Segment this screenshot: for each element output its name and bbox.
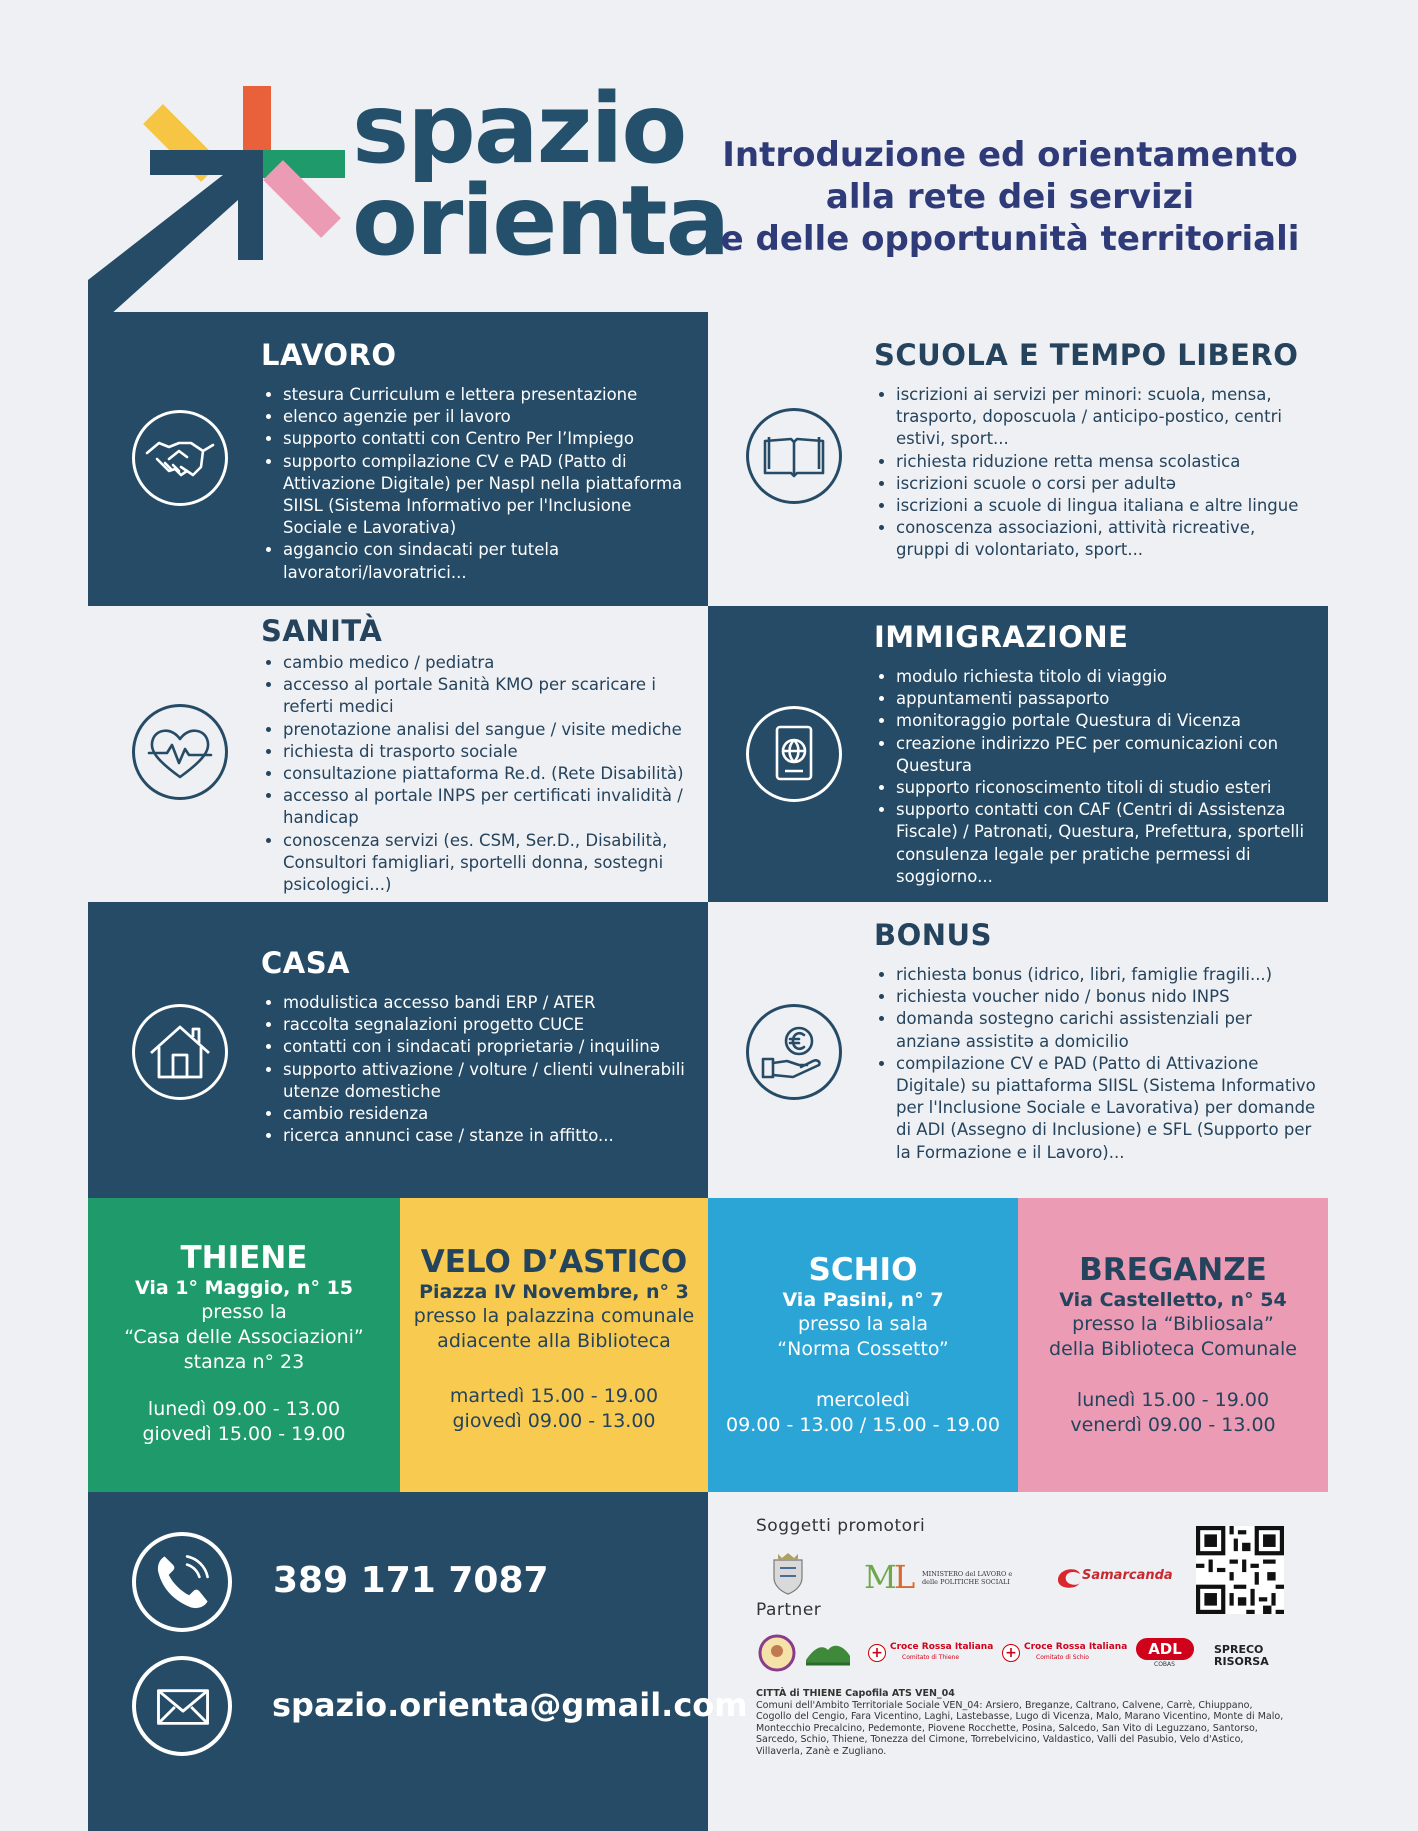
section-immigrazione: [708, 606, 1328, 902]
phone-number[interactable]: 389 171 7087: [273, 1560, 549, 1601]
promoters-label: Soggetti promotori: [756, 1516, 926, 1536]
fine-print: [756, 1688, 1286, 1757]
list-item: • accesso al portale Sanità KMO per scaricare i referti medici: [283, 674, 693, 718]
casa-list: [261, 992, 691, 1147]
mail-icon: [132, 1656, 232, 1756]
book-icon: [746, 408, 842, 504]
location-street: Via Castelletto, n° 54: [1059, 1289, 1287, 1311]
section-scuola: [708, 312, 1328, 606]
list-item: • aggancio con sindacati per tutela lavoratori/lavoratrici...: [283, 539, 691, 583]
list-item: • cambio residenza: [283, 1103, 691, 1125]
location-breganze: [1018, 1198, 1328, 1492]
location-desc: presso la “Bibliosala”: [1072, 1313, 1274, 1335]
fine-print-body: Comuni dell'Ambito Territoriale Sociale VEN_04: Arsiero, Breganze, Caltrano, Calvene, Carrè, Chiuppano, Cogollo del Cengio, Fara Vicentino, Laghi, Lastebasse, Lugo di Vicenza, Malo, Marano Vicentino, Monte di Malo, Montecchio Precalcino, Pedemonte, Piovene Rocchette, Posina, Salcedo, San Vito di Leguzzano, Santorso, Sarcedo, Schio, Thiene, Tonezza del Cimone, Torrebelvicino, Valdastico, Valli del Pasubio, Velo d'Astico, Villaverla, Zanè e Zugliano.: [756, 1699, 1284, 1757]
location-desc: della Biblioteca Comunale: [1049, 1338, 1297, 1360]
list-item: • consultazione piattaforma Re.d. (Rete Disabilità): [283, 763, 693, 785]
list-item: • monitoraggio portale Questura di Vicenza: [896, 710, 1314, 732]
logo: [88, 73, 729, 315]
partner-spreco-risorsa: SPRECO RISORSA: [1214, 1643, 1269, 1668]
passport-icon: [746, 706, 842, 802]
list-item: • supporto contatti con Centro Per l’Impiego: [283, 428, 691, 450]
location-street: Piazza IV Novembre, n° 3: [419, 1281, 689, 1303]
adl-text: ADL: [1136, 1638, 1194, 1660]
list-item: • supporto riconoscimento titoli di studio esteri: [896, 777, 1314, 799]
subtitle-line-1: Introduzione ed orientamento: [722, 135, 1298, 175]
partner-label: Partner: [756, 1600, 822, 1620]
lavoro-list: [261, 384, 691, 584]
ministero-text: MINISTERO del LAVORO e delle POLITICHE SOCIALI: [922, 1570, 1013, 1586]
subtitle-line-3: e delle opportunità territoriali: [720, 219, 1300, 259]
logo-word-orienta: orienta: [352, 165, 729, 277]
email-address[interactable]: spazio.orienta@gmail.com: [272, 1686, 748, 1724]
red-cross-icon: +: [868, 1644, 886, 1662]
location-desc: presso la palazzina comunale: [413, 1305, 695, 1327]
location-desc: presso la: [201, 1301, 287, 1323]
section-bonus: [708, 902, 1328, 1198]
logo-word-spazio: spazio: [352, 73, 686, 185]
list-item: • cambio medico / pediatra: [283, 652, 693, 674]
list-item: • modulo richiesta titolo di viaggio: [896, 666, 1314, 688]
subtitle-line-2: alla rete dei servizi: [825, 177, 1195, 217]
list-item: • prenotazione analisi del sangue / visite mediche: [283, 719, 693, 741]
list-item: • creazione indirizzo PEC per comunicazioni con Questura: [896, 733, 1314, 777]
list-item: • richiesta di trasporto sociale: [283, 741, 693, 763]
immigrazione-list: [874, 666, 1314, 888]
lavoro-title: LAVORO: [261, 338, 397, 372]
list-item: • elenco agenzie per il lavoro: [283, 406, 691, 428]
red-cross-icon: +: [1002, 1644, 1020, 1662]
ministero-lavoro-logo: [864, 1558, 1014, 1598]
partner-cri-schio: [1002, 1642, 1128, 1666]
samarcanda-logo: [1054, 1560, 1173, 1596]
list-item: • accesso al portale INPS per certificati invalidità / handicap: [283, 785, 693, 829]
partner-adl-cobas: [1136, 1638, 1198, 1670]
location-desc: “Norma Cossetto”: [777, 1338, 949, 1360]
location-hours: lunedì 09.00 - 13.00: [147, 1398, 341, 1420]
partner-cri-thiene: [868, 1642, 994, 1666]
location-hours: giovedì 15.00 - 19.00: [142, 1423, 346, 1445]
cri-schio-name: Croce Rossa Italiana: [1024, 1642, 1128, 1652]
fine-print-title: CITTÀ di THIENE Capofila ATS VEN_04: [756, 1688, 955, 1699]
phone-icon: [132, 1532, 232, 1632]
cri-schio-sub: Comitato di Schio: [1036, 1654, 1089, 1661]
list-item: • supporto compilazione CV e PAD (Patto di Attivazione Digitale) per NaspI nella piattaforma SIISL (Sistema Informativo per l'Inclusione Sociale e Lavorativa): [283, 451, 691, 540]
location-street: Via Pasini, n° 7: [782, 1289, 944, 1311]
house-icon: [132, 1004, 228, 1100]
location-city: SCHIO: [808, 1252, 918, 1288]
scuola-list: [874, 384, 1310, 562]
scuola-title: SCUOLA E TEMPO LIBERO: [874, 338, 1299, 372]
list-item: • appuntamenti passaporto: [896, 688, 1314, 710]
svg-text:L: L: [894, 1558, 916, 1594]
list-item: • richiesta bonus (idrico, libri, famiglie fragili...): [896, 964, 1316, 986]
samarcanda-text: Samarcanda: [1082, 1568, 1173, 1583]
contacts-panel: [88, 1492, 748, 1831]
list-item: • iscrizioni scuole o corsi per adultə: [896, 473, 1310, 495]
location-desc: “Casa delle Associazioni”: [124, 1326, 364, 1348]
list-item: • ricerca annunci case / stanze in affitto...: [283, 1125, 691, 1147]
list-item: • richiesta riduzione retta mensa scolastica: [896, 451, 1310, 473]
location-city: THIENE: [180, 1240, 308, 1276]
location-desc: adiacente alla Biblioteca: [437, 1330, 671, 1352]
cri-thiene-sub: Comitato di Thiene: [902, 1654, 960, 1661]
location-velo-dastico: [400, 1198, 708, 1492]
location-schio: [708, 1198, 1018, 1492]
list-item: • iscrizioni a scuole di lingua italiana e altre lingue: [896, 495, 1310, 517]
location-hours: giovedì 09.00 - 13.00: [452, 1410, 656, 1432]
section-lavoro: [88, 312, 708, 606]
location-hours: venerdì 09.00 - 13.00: [1070, 1414, 1276, 1436]
list-item: • modulistica accesso bandi ERP / ATER: [283, 992, 691, 1014]
list-item: • contatti con i sindacati proprietariə / inquilinə: [283, 1036, 691, 1058]
partner-logo-landscape: [806, 1638, 850, 1668]
location-street: Via 1° Maggio, n° 15: [134, 1277, 354, 1299]
location-hours: lunedì 15.00 - 19.00: [1076, 1389, 1270, 1411]
location-desc: presso la sala: [797, 1313, 929, 1335]
immigrazione-title: IMMIGRAZIONE: [874, 620, 1129, 654]
list-item: • conoscenza associazioni, attività ricreative, gruppi di volontariato, sport...: [896, 517, 1310, 561]
list-item: • domanda sostegno carichi assistenziali per anzianə assistitə a domicilio: [896, 1008, 1316, 1052]
location-hours: martedì 15.00 - 19.00: [449, 1385, 659, 1407]
list-item: • conoscenza servizi (es. CSM, Ser.D., Disabilità, Consultori famigliari, sportelli donna, sostegni psicologici...): [283, 830, 693, 897]
heart-pulse-icon: [132, 704, 228, 800]
handshake-icon: [132, 410, 228, 506]
bonus-title: BONUS: [874, 918, 992, 952]
comune-thiene-crest: [768, 1552, 808, 1596]
logo-arrow-icon: [88, 80, 348, 315]
list-item: • raccolta segnalazioni progetto CUCE: [283, 1014, 691, 1036]
location-city: VELO D’ASTICO: [420, 1244, 688, 1280]
list-item: • richiesta voucher nido / bonus nido INPS: [896, 986, 1316, 1008]
sanita-list: [261, 652, 693, 896]
bonus-list: [874, 964, 1316, 1164]
location-thiene: [88, 1198, 400, 1492]
svg-text:M: M: [864, 1558, 897, 1594]
section-sanita: [88, 606, 708, 902]
partner-logo-circle: [758, 1634, 796, 1672]
promoters-panel: [708, 1492, 1328, 1831]
section-casa: [88, 902, 708, 1198]
location-desc: stanza n° 23: [183, 1351, 305, 1373]
euro-hand-icon: [746, 1004, 842, 1100]
casa-title: CASA: [261, 946, 351, 980]
list-item: • supporto attivazione / volture / clienti vulnerabili utenze domestiche: [283, 1059, 691, 1103]
location-hours: 09.00 - 13.00 / 15.00 - 19.00: [726, 1414, 1000, 1436]
list-item: • stesura Curriculum e lettera presentazione: [283, 384, 691, 406]
location-hours: mercoledì: [816, 1389, 910, 1411]
qr-code[interactable]: [1196, 1526, 1284, 1614]
adl-sub: COBAS: [1154, 1661, 1175, 1668]
page-subtitle: [720, 134, 1300, 260]
cri-thiene-name: Croce Rossa Italiana: [890, 1642, 994, 1652]
sanita-title: SANITÀ: [261, 614, 383, 648]
list-item: • iscrizioni ai servizi per minori: scuola, mensa, trasporto, doposcuola / anticipo-postico, centri estivi, sport...: [896, 384, 1310, 451]
list-item: • supporto contatti con CAF (Centri di Assistenza Fiscale) / Patronati, Questura, Prefettura, sportelli consulenza legale per pratiche permessi di soggiorno...: [896, 799, 1314, 888]
location-city: BREGANZE: [1079, 1252, 1267, 1288]
list-item: • compilazione CV e PAD (Patto di Attivazione Digitale) su piattaforma SIISL (Sistema Informativo per l'Inclusione Sociale e Lavorativa) per domande di ADI (Assegno di Inclusione) e SFL (Supporto per la Formazione e il Lavoro)...: [896, 1053, 1316, 1164]
